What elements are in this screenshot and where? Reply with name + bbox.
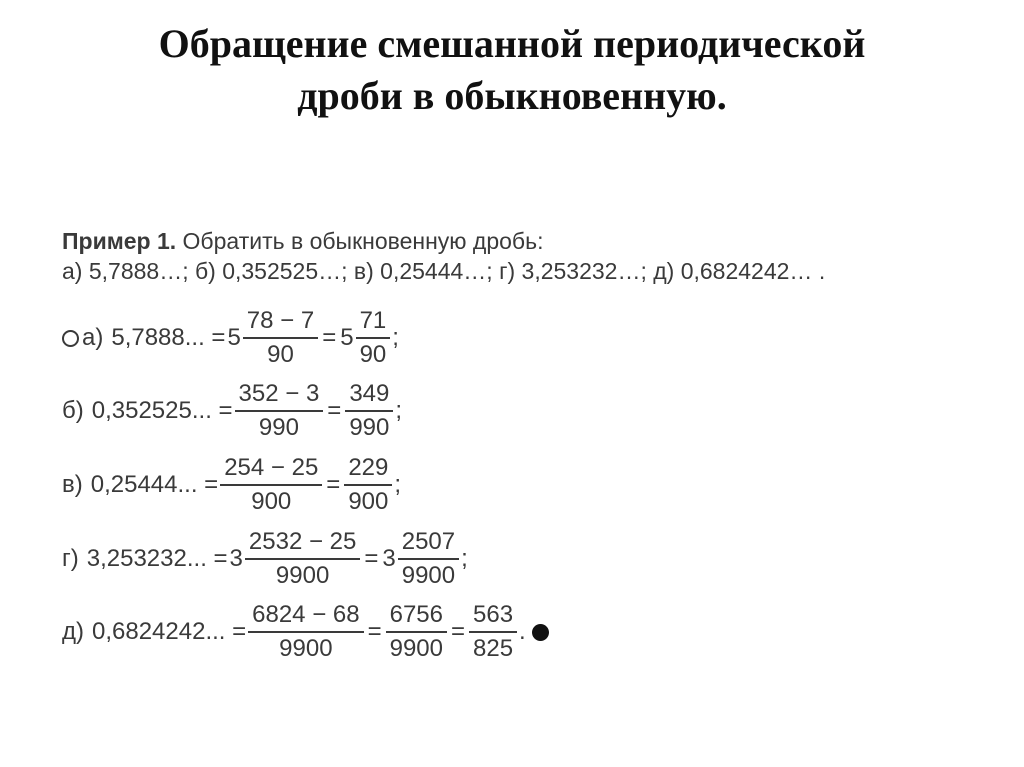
numerator: 78 − 7: [243, 307, 318, 339]
solution-lhs: 0,25444... =: [90, 471, 219, 498]
numerator: 2507: [398, 528, 459, 560]
fraction: [386, 601, 447, 663]
solution-label: б): [62, 397, 84, 424]
solution-a: [62, 303, 399, 373]
numerator: 254 − 25: [220, 454, 322, 486]
equals-sign: =: [364, 545, 379, 572]
whole-part: 3: [382, 545, 396, 572]
equals-sign: =: [327, 397, 342, 424]
solution-label: д): [62, 618, 84, 645]
fraction: [469, 601, 517, 663]
numerator: 229: [344, 454, 392, 486]
line-end: ;: [461, 545, 468, 572]
whole-part: 5: [227, 324, 241, 351]
equals-sign: =: [326, 471, 341, 498]
numerator: 563: [469, 601, 517, 633]
denominator: 900: [348, 488, 389, 515]
equals-sign: =: [367, 618, 382, 645]
denominator: 9900: [279, 635, 333, 662]
fraction: [220, 454, 322, 516]
whole-part: 3: [229, 545, 243, 572]
numerator: 349: [345, 380, 393, 412]
solution-label: г): [62, 545, 79, 572]
equals-sign: =: [450, 618, 465, 645]
fraction: [235, 380, 324, 442]
solution-d: [62, 524, 468, 594]
slide-title: [0, 18, 1024, 122]
fraction: [345, 380, 393, 442]
example-instruction: Обратить в обыкновенную дробь:: [182, 228, 544, 254]
solution-e: [62, 597, 549, 667]
example-block: [62, 226, 1002, 286]
fraction: [356, 307, 391, 369]
solution-lhs: 3,253232... =: [86, 545, 228, 572]
denominator: 825: [473, 635, 514, 662]
denominator: 9900: [389, 635, 443, 662]
title-line-2: дроби в обыкновенную.: [297, 73, 727, 118]
denominator: 990: [258, 414, 299, 441]
denominator: 90: [267, 341, 294, 368]
line-end: ;: [394, 471, 402, 498]
numerator: 2532 − 25: [245, 528, 360, 560]
solution-b: [62, 376, 402, 446]
denominator: 900: [251, 488, 292, 515]
solution-lhs: 0,6824242... =: [92, 618, 247, 645]
fraction: [344, 454, 392, 516]
solution-label: а): [82, 324, 104, 351]
solution-lhs: 5,7888... =: [111, 324, 226, 351]
line-end: .: [519, 618, 526, 645]
numerator: 352 − 3: [235, 380, 324, 412]
denominator: 9900: [275, 562, 330, 589]
example-header: [62, 226, 1002, 256]
denominator: 9900: [401, 562, 456, 589]
fraction: [245, 528, 360, 590]
whole-part: 5: [340, 324, 354, 351]
numerator: 6756: [386, 601, 447, 633]
open-circle-icon: [62, 330, 79, 347]
fraction: [248, 601, 363, 663]
example-label: Пример 1.: [62, 228, 177, 254]
equals-sign: =: [322, 324, 337, 351]
solution-lhs: 0,352525... =: [91, 397, 233, 424]
denominator: 990: [349, 414, 390, 441]
title-line-1: Обращение смешанной периодической: [158, 21, 866, 66]
fraction: [398, 528, 459, 590]
line-end: ;: [395, 397, 403, 424]
example-tasks: а) 5,7888…; б) 0,352525…; в) 0,25444…; г) 3,253232…; д) 0,6824242… .: [62, 258, 826, 284]
numerator: 6824 − 68: [248, 601, 363, 633]
solution-label: в): [62, 471, 83, 498]
numerator: 71: [356, 307, 391, 339]
solution-c: [62, 450, 401, 520]
fraction: [243, 307, 318, 369]
filled-circle-icon: [532, 624, 549, 641]
denominator: 90: [359, 341, 387, 368]
line-end: ;: [392, 324, 399, 351]
